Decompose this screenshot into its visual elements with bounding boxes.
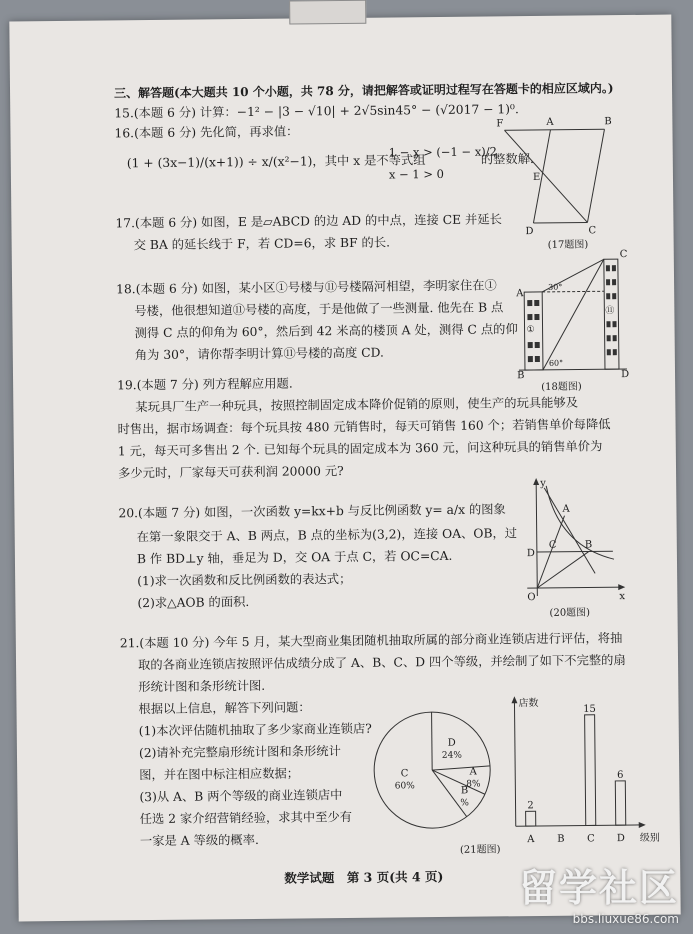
fig18-label-c: C [619, 249, 628, 261]
question-20-line1: 20.(本题 7 分) 如图，一次函数 y=kx+b 与反比例函数 y= a/x 的图象 [118, 502, 506, 521]
pie-value-a: 8% [466, 779, 481, 790]
fig18-label-b: B [516, 370, 525, 382]
bar-d [615, 781, 625, 825]
question-17-line1: 17.(本题 6 分) 如图，E 是▱ABCD 的边 AD 的中点，连接 CE 并延长 [115, 212, 502, 231]
question-19-line1: 19.(本题 7 分) 列方程解应用题. [117, 376, 293, 393]
fig17-label-f: F [496, 118, 504, 130]
pie-label-a: A [469, 766, 477, 778]
question-21-line6: (2)请补充完整扇形统计图和条形统计 [138, 744, 341, 761]
pie-slice-a [432, 766, 490, 770]
question-17-line2: 交 BA 的延长线于 F，若 CD=6，求 BF 的长. [133, 235, 391, 253]
question-19-line2: 某玩具厂生产一种玩具，按照控制固定成本降价促销的原则，使生产的玩具能够及 [135, 395, 579, 415]
question-21-line7: 图，并在图中标注相应数据； [139, 766, 300, 783]
pie-label-d: D [447, 737, 456, 749]
bar-ylabel: 店数 [518, 697, 539, 710]
pie-slice-d [432, 712, 433, 770]
pie-value-d: 24% [441, 750, 462, 761]
bar-xlabel: 级别 [639, 832, 660, 844]
fig20-label-d: D [526, 548, 535, 560]
fig20-caption: (20题图) [549, 607, 591, 619]
fig18-angle-30: 30° [548, 282, 563, 292]
question-21-line2: 取的各商业连锁店按照评估成绩分成了 A、B、C、D 四个等级，并绘制了如下不完整的扇 [137, 653, 626, 673]
bar-c [585, 715, 596, 826]
question-15: 15.(本题 6 分) 计算：−1² − |3 − √10| + 2√5sin45° − (√2017 − 1)⁰. [114, 102, 519, 121]
fig21-caption: (21题图) [459, 844, 501, 856]
fig18-caption: (18题图) [541, 381, 582, 393]
question-16-inequality-1: 1 − x > (−1 − x)/2 [388, 144, 498, 160]
fig18-label-a: A [516, 288, 524, 300]
pie-chart [366, 704, 497, 835]
pie-label-b: B [460, 785, 469, 797]
question-16-inequality-2: x − 1 > 0 [388, 166, 445, 182]
question-19-line3: 时售出，据市场调查：每个玩具按 480 元销售时，每天可销售 160 个；若销售单价每降低 [117, 417, 611, 437]
question-19-line4: 1 元，每天可多售出 2 个. 已知每个玩具的固定成本为 360 元，问这种玩具的销售单价为 [117, 439, 603, 459]
question-21-line3: 形统计图和条形统计图. [138, 678, 266, 695]
bar-value-c: 15 [583, 703, 596, 715]
question-20-line2: 在第一象限交于 A、B 两点，B 点的坐标为(3,2)，连接 OA、OB，过 [136, 526, 518, 545]
question-16-expression: (1 + (3x−1)/(x+1)) ÷ x/(x²−1)，其中 x 是不等式组 [126, 153, 426, 171]
fig18-angle-60: 60° [548, 358, 564, 368]
bar-category-d: D [616, 833, 625, 845]
figure-17-parallelogram [494, 107, 628, 261]
question-18-line1: 18.(本题 6 分) 如图，某小区①号楼与⑪号楼隔河相望，李明家住在① [116, 278, 497, 297]
bar-category-b: B [557, 833, 565, 845]
fig20-label-x: x [619, 591, 626, 603]
fig17-caption: (17题图) [547, 239, 589, 251]
question-20-line5: (2)求△AOB 的面积. [137, 595, 250, 611]
fig17-label-a: A [546, 116, 554, 128]
question-20-line3: B 作 BD⊥y 轴，垂足为 D，交 OA 于点 C，若 OC=CA. [136, 548, 453, 567]
question-21-line4: 根据以上信息，解答下列问题： [138, 700, 311, 717]
figure-18-buildings [514, 251, 635, 392]
pie-value-b: % [460, 798, 470, 809]
question-16-line1: 16.(本题 6 分) 先化简，再求值： [114, 124, 299, 141]
question-21-line5: (1)本次评估随机抽取了多少家商业连锁店? [138, 721, 372, 739]
bar-a [526, 811, 536, 826]
fig18-label-building-1: ① [526, 325, 535, 336]
watermark-url: bbs.liuxue86.com [572, 912, 679, 926]
question-16-tail: 的整数解. [480, 152, 534, 167]
bar-category-a: A [527, 834, 535, 846]
bar-chart [490, 687, 662, 849]
bar-y-axis [514, 700, 515, 826]
question-18-line4: 角为 30°，请你帮李明计算⑪号楼的高度 CD. [134, 345, 384, 363]
question-18-line3: 测得 C 点的仰角为 60°，然后到 42 米高的楼顶 A 处，测得 C 点的仰 [134, 322, 518, 341]
pie-label-c: C [400, 768, 409, 780]
question-18-line2: 号楼，他很想知道⑪号楼的高度，于是他做了一些测量. 他先在 B 点 [134, 300, 504, 319]
bar-x-arrow [639, 822, 646, 828]
pie-value-c: 60% [394, 781, 415, 792]
question-21-line9: 任选 2 家介绍营销经验，求其中至少有 [139, 809, 353, 827]
fig20-label-c: C [548, 539, 557, 551]
figure-20-graph [518, 475, 630, 622]
watermark-title: 留学社区 [518, 866, 679, 910]
bar-category-c: C [587, 833, 595, 845]
exam-paper [9, 15, 680, 922]
fig20-label-y: y [540, 477, 546, 489]
question-19-line5: 多少元时，厂家每天可获利润 20000 元? [117, 464, 344, 481]
page-footer: 数学试题 第 3 页(共 4 页) [284, 868, 444, 886]
paper-clip-tab [289, 0, 366, 25]
question-20-line4: (1)求一次函数和反比例函数的表达式； [137, 571, 352, 589]
fig20-label-b: B [584, 539, 593, 551]
question-21-line8: (3)从 A、B 两个等级的商业连锁店中 [139, 788, 343, 805]
fig17-label-b: B [604, 116, 612, 128]
fig18-label-d: D [620, 369, 630, 381]
site-watermark [519, 857, 679, 926]
bar-y-arrow [511, 696, 517, 703]
bar-value-a: 2 [527, 800, 534, 812]
bar-value-d: 6 [616, 769, 624, 781]
fig17-label-c: C [588, 225, 597, 237]
fig18-label-building-11: ⑪ [605, 306, 615, 317]
fig20-label-a: A [562, 503, 570, 515]
fig17-label-e: E [532, 171, 541, 184]
fig17-label-d: D [525, 226, 534, 238]
fig20-label-o: O [527, 592, 536, 604]
section-header: 三、解答题(本大题共 10 个小题，共 78 分，请把解答或证明过程写在答题卡的相应区域内。) [113, 81, 614, 101]
question-21-line10: 一家是 A 等级的概率. [139, 832, 259, 849]
question-21-line1: 21.(本题 10 分) 今年 5 月，某大型商业集团随机抽取所属的部分商业连锁店进行评估，将抽 [119, 631, 623, 651]
